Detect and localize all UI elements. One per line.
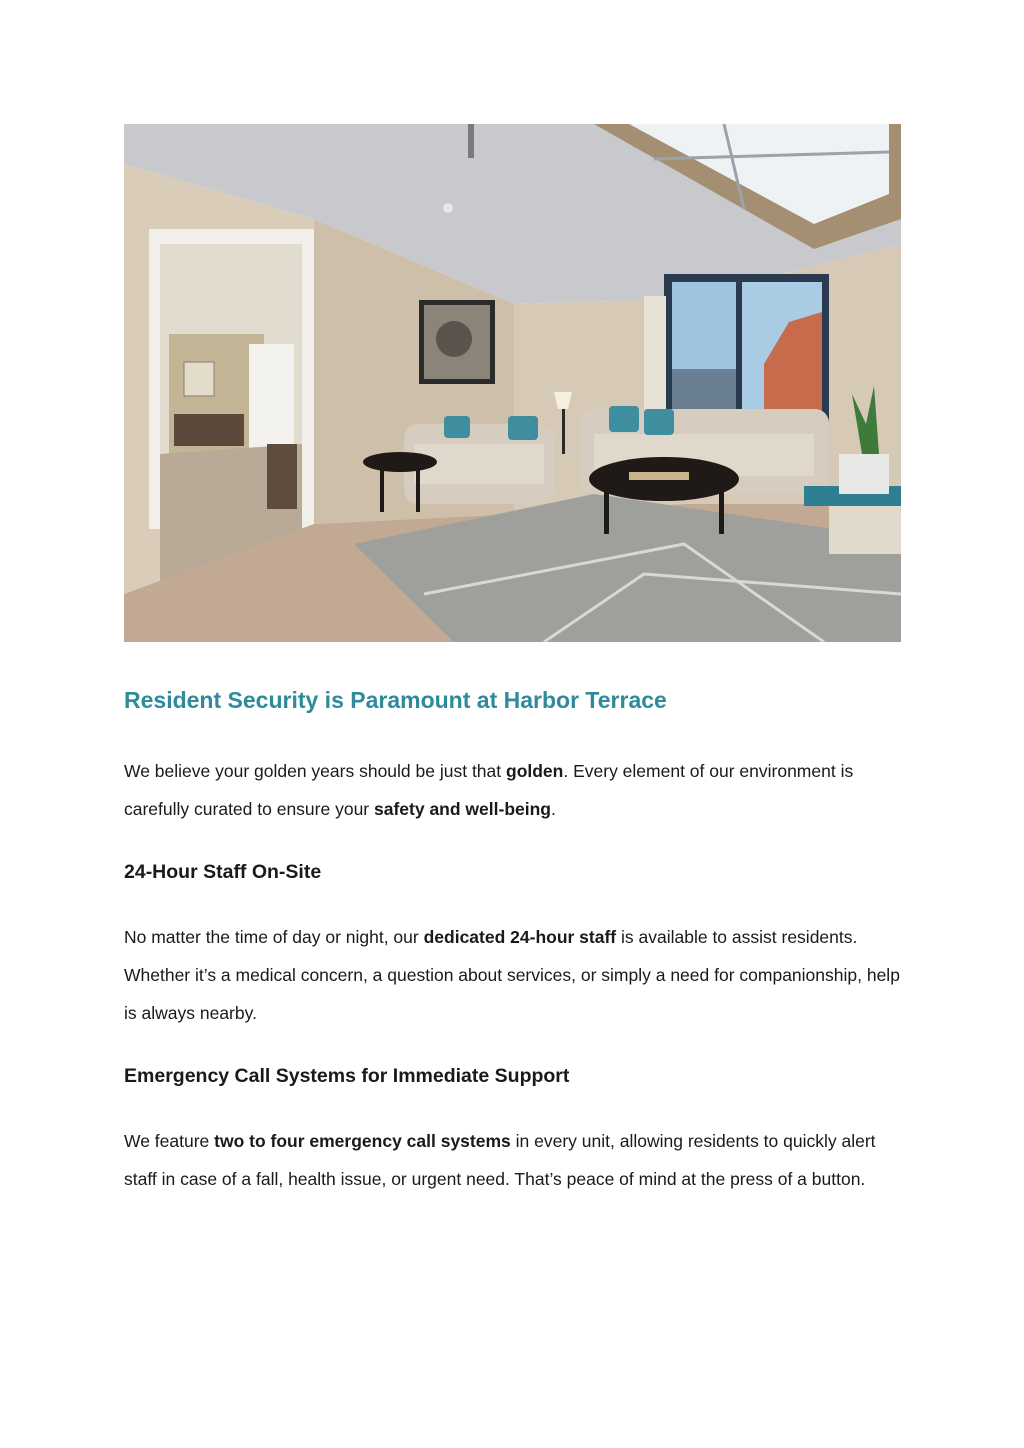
intro-bold-golden: golden xyxy=(506,761,564,781)
intro-bold-safety: safety and well-being xyxy=(374,799,551,819)
emergency-text-1: We feature xyxy=(124,1131,215,1151)
emergency-text-2: in every unit, allowing residents to quickly alert staff in case of a fall, health issue, or urgent need. That’s peace of mind at the press of a button. xyxy=(124,1131,876,1189)
section-heading-emergency: Emergency Call Systems for Immediate Support xyxy=(124,1065,570,1087)
staff-paragraph xyxy=(124,918,904,1032)
staff-text-1: No matter the time of day or night, our xyxy=(124,927,424,947)
intro-text-2: . Every element of our environment is carefully curated to ensure your xyxy=(124,761,854,819)
staff-bold: dedicated 24-hour staff xyxy=(423,927,617,947)
emergency-paragraph xyxy=(124,1122,904,1198)
intro-text-1: We believe your golden years should be just that xyxy=(124,761,506,781)
living-room-photo xyxy=(124,124,901,642)
staff-text-2: is available to assist residents. Whether it’s a medical concern, a question about services, or simply a need for companionship, help is always nearby. xyxy=(124,927,900,1023)
section-heading-staff: 24-Hour Staff On-Site xyxy=(124,861,322,883)
intro-text-3: . xyxy=(550,799,556,819)
intro-paragraph xyxy=(124,752,904,828)
page-title: Resident Security is Paramount at Harbor Terrace xyxy=(124,687,667,713)
emergency-bold: two to four emergency call systems xyxy=(214,1131,511,1151)
